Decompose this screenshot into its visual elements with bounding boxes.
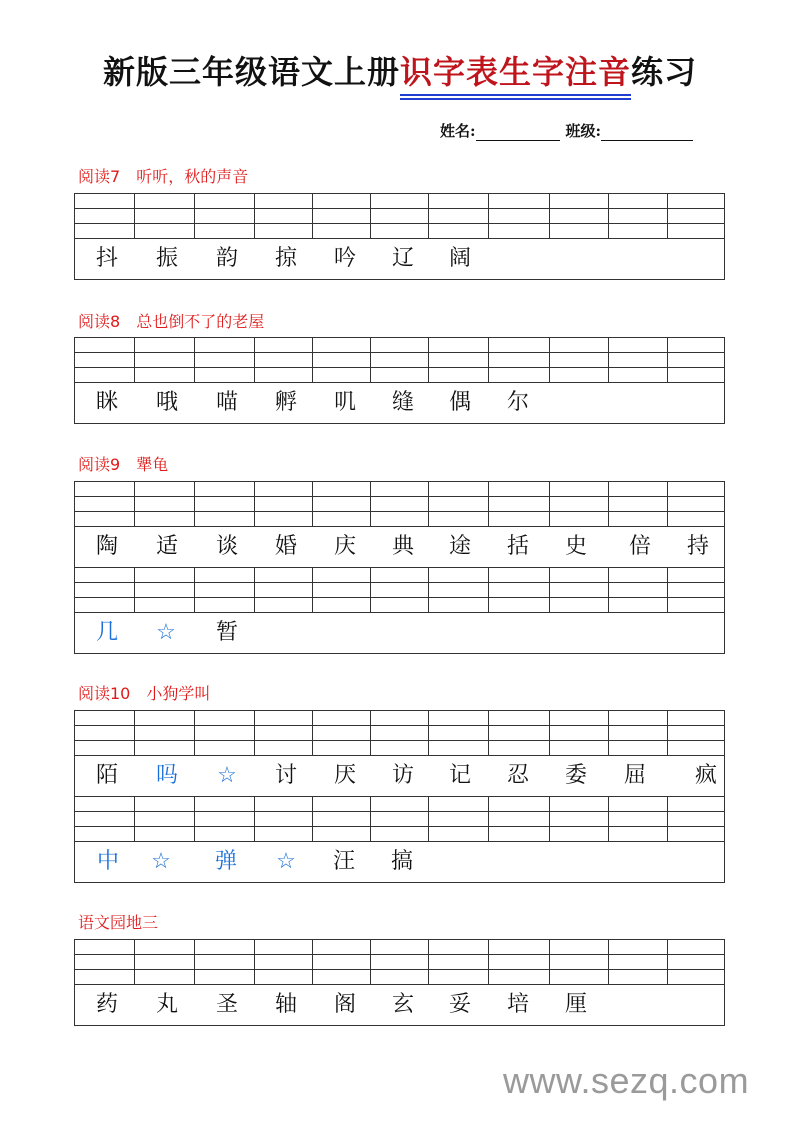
section-title-reading-10 (78, 681, 210, 704)
name-label: 姓名: (440, 122, 476, 140)
character: 哦 (155, 390, 178, 415)
section-lesson: 总也倒不了的老屋 (136, 312, 265, 331)
character: 庆 (333, 534, 356, 559)
character: 婚 (274, 534, 297, 559)
character: 尔 (506, 390, 529, 415)
character: 委 (564, 763, 587, 788)
character: 玄 (391, 992, 414, 1017)
pinyin-rows[interactable] (75, 194, 724, 239)
character: 屈 (623, 763, 646, 788)
section-label: 阅读9 (78, 455, 121, 474)
star-icon: ☆ (151, 849, 171, 874)
character: 吟 (333, 246, 356, 271)
name-blank[interactable] (476, 122, 560, 141)
character: 偶 (448, 390, 471, 415)
polyphone-character: 几 (95, 620, 118, 645)
character: 陌 (95, 763, 118, 788)
practice-grid-reading-8 (74, 337, 725, 424)
character: 抖 (95, 246, 118, 271)
practice-grid-reading-7 (74, 193, 725, 280)
character: 史 (564, 534, 587, 559)
section-lesson: 犟龟 (136, 455, 169, 474)
character: 汪 (332, 849, 355, 874)
character: 搞 (390, 849, 413, 874)
character: 丸 (155, 992, 178, 1017)
character: 厌 (333, 763, 356, 788)
character: 辽 (391, 246, 414, 271)
character: 喵 (215, 390, 238, 415)
character: 忍 (506, 763, 529, 788)
polyphone-character: 吗 (155, 763, 178, 788)
character: 适 (155, 534, 178, 559)
character-row (75, 985, 724, 1025)
character: 括 (506, 534, 529, 559)
pinyin-rows[interactable] (75, 338, 724, 383)
pinyin-rows[interactable] (75, 797, 724, 842)
class-blank[interactable] (601, 122, 693, 141)
practice-grid-reading-10 (74, 710, 725, 883)
section-label: 阅读7 (78, 167, 121, 186)
star-icon: ☆ (276, 849, 296, 874)
character: 谈 (215, 534, 238, 559)
section-title-reading-8 (78, 309, 264, 332)
character: 倍 (628, 534, 651, 559)
star-icon: ☆ (156, 620, 176, 645)
section-label: 语文园地三 (78, 913, 159, 932)
character: 访 (391, 763, 414, 788)
character-row (75, 383, 724, 423)
polyphone-character: 中 (96, 849, 119, 874)
character: 记 (448, 763, 471, 788)
section-lesson: 小狗学叫 (146, 684, 211, 703)
character: 途 (448, 534, 471, 559)
character: 妥 (448, 992, 471, 1017)
section-lesson: 听听，秋的声音 (136, 167, 249, 186)
student-info (440, 120, 693, 141)
character: 培 (506, 992, 529, 1017)
character: 阔 (448, 246, 471, 271)
character: 典 (391, 534, 414, 559)
polyphone-character: 弹 (214, 849, 237, 874)
character: 韵 (215, 246, 238, 271)
section-label: 阅读10 (78, 684, 131, 703)
character: 轴 (274, 992, 297, 1017)
character: 孵 (274, 390, 297, 415)
character-row (75, 239, 724, 279)
character-row (75, 842, 724, 882)
character: 圣 (215, 992, 238, 1017)
watermark: www.sezq.com (503, 1060, 750, 1101)
character: 暂 (215, 620, 238, 645)
star-icon: ☆ (217, 763, 237, 788)
title-highlight: 识字表生字注音 (399, 53, 631, 91)
character: 讨 (274, 763, 297, 788)
section-title-reading-9 (78, 452, 168, 475)
section-title-reading-7 (78, 164, 248, 187)
pinyin-rows[interactable] (75, 482, 724, 527)
character: 阁 (333, 992, 356, 1017)
pinyin-rows[interactable] (75, 711, 724, 756)
character: 振 (155, 246, 178, 271)
character: 药 (95, 992, 118, 1017)
pinyin-rows[interactable] (75, 568, 724, 613)
class-label: 班级: (565, 122, 602, 140)
character: 疯 (694, 763, 717, 788)
practice-grid-unit-3-review (74, 939, 725, 1026)
character-row (75, 613, 724, 653)
character: 掠 (274, 246, 297, 271)
title-suffix: 练习 (631, 53, 698, 91)
character: 厘 (564, 992, 587, 1017)
practice-grid-reading-9 (74, 481, 725, 654)
section-label: 阅读8 (78, 312, 121, 331)
character-row (75, 527, 724, 568)
character-row (75, 756, 724, 797)
pinyin-rows[interactable] (75, 940, 724, 985)
character: 持 (686, 534, 709, 559)
character: 眯 (95, 390, 118, 415)
page-title (0, 52, 800, 92)
character: 陶 (95, 534, 118, 559)
character: 缝 (391, 390, 414, 415)
character: 叽 (333, 390, 356, 415)
title-prefix: 新版三年级语文上册 (102, 53, 400, 91)
section-title-unit-3-review (78, 910, 158, 933)
